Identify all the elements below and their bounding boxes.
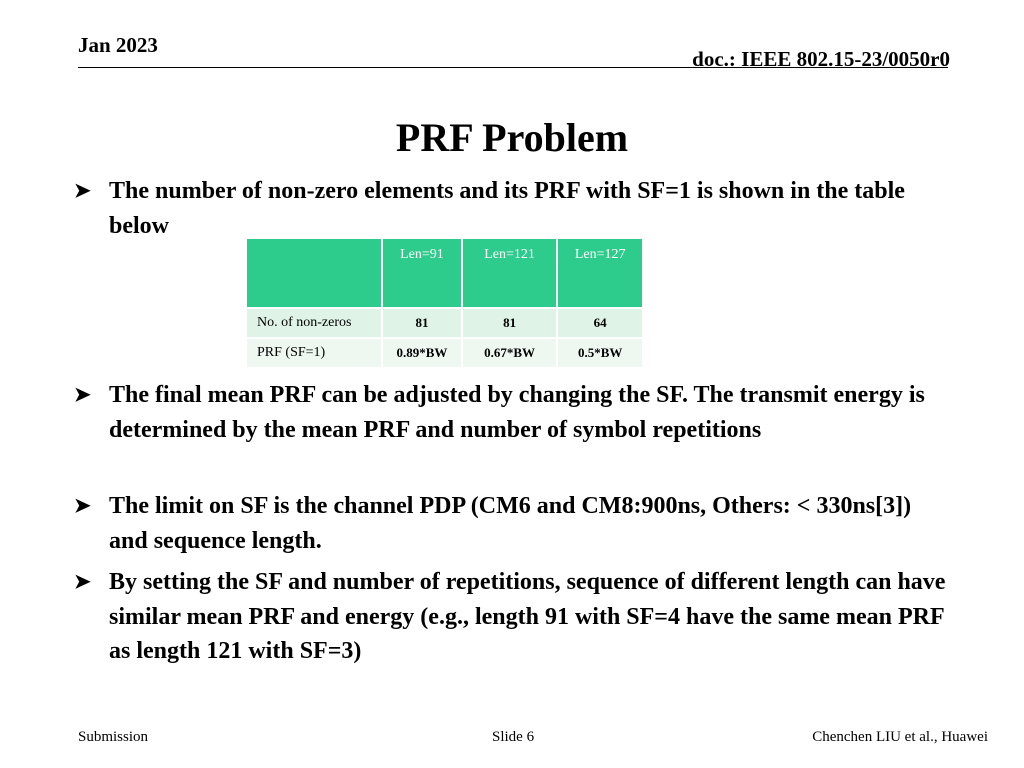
arrow-bullet-icon: ➤	[74, 180, 91, 202]
table-header-cell: Len=121	[462, 238, 558, 308]
document-id: doc.: IEEE 802.15-23/0050r0	[692, 47, 950, 71]
bullet-item	[74, 174, 954, 243]
arrow-bullet-icon: ➤	[74, 571, 91, 593]
arrow-bullet-icon: ➤	[74, 384, 91, 406]
bullet-text: The number of non-zero elements and its PRF with SF=1 is shown in the table below	[109, 178, 905, 239]
footer-submission: Submission	[78, 729, 149, 745]
table-cell: 64	[557, 308, 643, 338]
bullet-text: The limit on SF is the channel PDP (CM6 and CM8:900ns, Others: < 330ns[3]) and sequence length.	[109, 493, 912, 554]
table-cell: 0.89*BW	[382, 338, 462, 368]
bullet-text: The final mean PRF can be adjusted by changing the SF. The transmit energy is determined by the mean PRF and number of symbol repetitions	[109, 382, 925, 443]
bullet-item	[74, 378, 954, 447]
table-cell: 81	[382, 308, 462, 338]
table-cell: 0.67*BW	[462, 338, 558, 368]
header-date: Jan 2023	[78, 33, 158, 57]
table-header-row	[246, 238, 643, 308]
table-cell: 81	[462, 308, 558, 338]
table-header-cell: Len=91	[382, 238, 462, 308]
footer-author: Chenchen LIU et al., Huawei	[812, 729, 988, 745]
header-divider	[78, 67, 948, 68]
slide-title: PRF Problem	[395, 115, 629, 160]
table-cell: 0.5*BW	[557, 338, 643, 368]
footer-slide-number: Slide 6	[492, 729, 535, 745]
table-header-cell: Len=127	[557, 238, 643, 308]
table-row	[246, 308, 643, 338]
prf-table	[245, 237, 644, 369]
table-header-cell	[246, 238, 382, 308]
bullet-item	[74, 565, 954, 669]
arrow-bullet-icon: ➤	[74, 495, 91, 517]
table-row-label: PRF (SF=1)	[246, 338, 382, 368]
table-row	[246, 338, 643, 368]
table-row-label: No. of non-zeros	[246, 308, 382, 338]
bullet-item	[74, 489, 954, 558]
bullet-text: By setting the SF and number of repetitions, sequence of different length can have similar mean PRF and energy (e.g., length 91 with SF=4 have the same mean PRF as length 121 with SF=3)	[109, 569, 946, 664]
